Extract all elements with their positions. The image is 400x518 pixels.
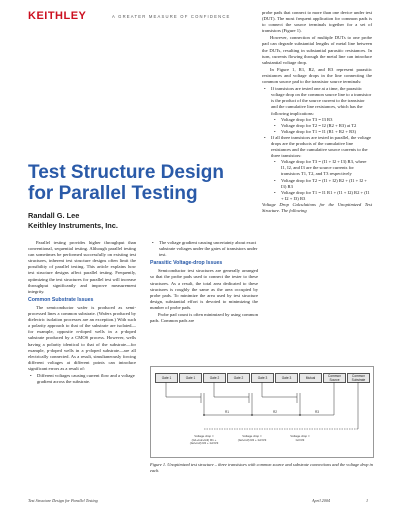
footer-date: April 2004 [312, 498, 331, 503]
voltage-drop-label-t2: Voltage drop = (Is2+Is3) R2 + Is3 R3 [237, 434, 267, 442]
figure-1 [150, 366, 374, 458]
bullet-item: • If all three transistors are tested in parallel, the voltage drops are the products of the cumulative line resistances and the cumulative source currents to the three transistors: • Voltage drop for T3 = (I1 + I2 + I3) R3, where I1, I2, and I3 are the source currents for transistors T1, T2, and T3 respectively • Voltage drop for T2 = (I1 + I2) R2 + (I1 + I2 + I3) R3 • Voltage drop for T1 = I1 R1 + (I1 + I2) R2 + (I1 + I2 + I3) R3 [271, 135, 372, 202]
sub-bullet-item: • Voltage drop for T2 = I2 (R2 + R3) at T2 [281, 123, 372, 129]
sub-bullet-item: • Voltage drop for T2 = (I1 + I2) R2 + (I1 + I2 + I3) R3 [281, 178, 372, 190]
figure-ref-paragraph: In Figure 1, R1, R2, and R3 represent parasitic resistances and voltage drops in the line connecting the common source pad to the transistor source terminals: [262, 66, 372, 85]
probe-pad: Gate 3 [275, 373, 298, 383]
footer-title: Test Structure Design for Parallel Testing [28, 498, 98, 503]
probe-pad: Mutual [299, 373, 322, 383]
column-1 [28, 240, 136, 385]
keithley-logo: KEITHLEY [28, 10, 87, 22]
circuit-diagram [151, 367, 373, 457]
sub-bullets [271, 159, 372, 202]
page-number: 1 [366, 498, 369, 503]
probe-pad: Common Source [323, 373, 346, 383]
sub-bullets [271, 117, 372, 135]
figure-caption: Figure 1. Unoptimized test structure – three transistors with common source and substrate connections and the voltage drop in each. [150, 462, 373, 473]
substrate-bullets [28, 373, 136, 385]
column-2 [150, 240, 258, 325]
resistor-label-r3: R3 [315, 410, 320, 414]
voltage-drop-label-t3: Voltage drop = Is3 R3 [290, 434, 310, 442]
probe-pad: Common Substrate [347, 373, 370, 383]
probe-pad: Gate 2 [203, 373, 226, 383]
parasitic-paragraph-1: Semiconductor test structures are generally arranged so that the probe pads used to connect the tester to these structures. As a result, the total area dedicated to these structures is roughly the same as the area occupied by probe pads. To minimize the area used by test structure design, substantial effort is devoted to minimizing the number of probe pads. [150, 268, 258, 310]
probe-pad: Gate 1 [155, 373, 178, 383]
voltage-drop-bullets [262, 86, 372, 202]
probe-pad: Gate 3 [251, 373, 274, 383]
metal-line-paragraph: However, connection of multiple DUTs to one probe pad can degrade substantial lengths of metal line between the DUTs, resulting in substantial parasitic resistances. In turn, currents flowing through the metal line can introduce substantial voltage drop. [262, 35, 372, 65]
author-name: Randall G. Lee [28, 211, 80, 220]
sub-bullet-item: • Voltage drop for T1 = I1 R1 + (I1 + I2) R2 + (I1 + I2 + I3) R3 [281, 190, 372, 202]
substrate-paragraph: The semiconductor wafer is produced as semi-processed lines a common substrate. (Wafers produced by dielectric isolation processes are an exception.) With such a polarity approach to that of the substrate are isolated—for example, opposite n-doped wells in a p-doped substrate produced by a CMOS process. However, wells having a polarity identical to that of the substrate—for example, p-doped wells in a p-doped substrate—are all electrically connected. As a result, simultaneously forcing different voltages at different points can introduce significant errors as a result of: [28, 304, 136, 371]
probe-pad: Gate 2 [227, 373, 250, 383]
sub-bullet-item: • Voltage drop for T3 = (I1 + I2 + I3) R3, where I1, I2, and I3 are the source currents for transistors T1, T2, and T3 respectively [281, 159, 372, 177]
heading-parasitic-voltage: Parasitic Voltage-drop Issues [150, 260, 223, 267]
substrate-bullets-cont [150, 240, 258, 258]
common-pads-paragraph: probe pads that connect to more than one device under test (DUT). The most frequent application for common pads is to connect the source terminals together for a set of transistors (Figure 1). [262, 10, 372, 34]
bullet-item: • If transistors are tested one at a time, the parasitic voltage drop on the common source line to a transistor is the product of the source current to the transistor and the cumulative line resistances, which has the following implications: • Voltage drop for T3 = I3 R3 • Voltage drop for T2 = I2 (R2 + R3) at T2 • Voltage drop for T1 = I1 (R1 + R2 + R3) [271, 86, 372, 135]
bullet-item: • The voltage gradient causing uncertainty about exact substrate voltages under the gates of transistors under test. [159, 240, 258, 258]
column-3 [262, 10, 372, 215]
author-org: Keithley Instruments, Inc. [28, 221, 118, 230]
calc-intro-paragraph: Voltage Drop Calculations for the Unoptimized Test Structure. The following [262, 201, 372, 213]
tagline: A GREATER MEASURE OF CONFIDENCE [112, 14, 231, 19]
resistor-label-r1: R1 [225, 410, 230, 414]
heading-common-substrate: Common Substrate Issues [28, 296, 94, 303]
page-title [28, 162, 224, 204]
parasitic-paragraph-2: Probe pad count is often minimized by using common pads. Common pads are [150, 312, 258, 324]
sub-bullet-item: • Voltage drop for T1 = I1 (R1 + R2 + R3) [281, 129, 372, 135]
resistor-label-r2: R2 [273, 410, 278, 414]
sub-bullet-item: • Voltage drop for T3 = I3 R3 [281, 117, 372, 123]
title-line-1: Test Structure Design [28, 162, 225, 183]
author-block [28, 211, 118, 231]
intro-paragraph: Parallel testing provides higher throughput than conventional, sequential testing. Although parallel testing can sometimes be performed successfully on existing test structures, inherent test structure designs often limit the possibility of parallel testing. This article explains how test structure designs affect parallel testing. Frequently, optimizing the test structures for parallel test will increase throughput significantly and improve measurement integrity. [28, 240, 136, 294]
bullet-item: • Different voltages causing current flow and a voltage gradient across the substrate. [37, 373, 136, 385]
voltage-drop-label-t1: Voltage drop = (Is1+Is2+Is3) R1 + (Is2+Is3) R2 + Is3 R3 [189, 434, 219, 446]
probe-pad: Gate 1 [179, 373, 202, 383]
title-line-2: for Parallel Testing [28, 183, 198, 204]
